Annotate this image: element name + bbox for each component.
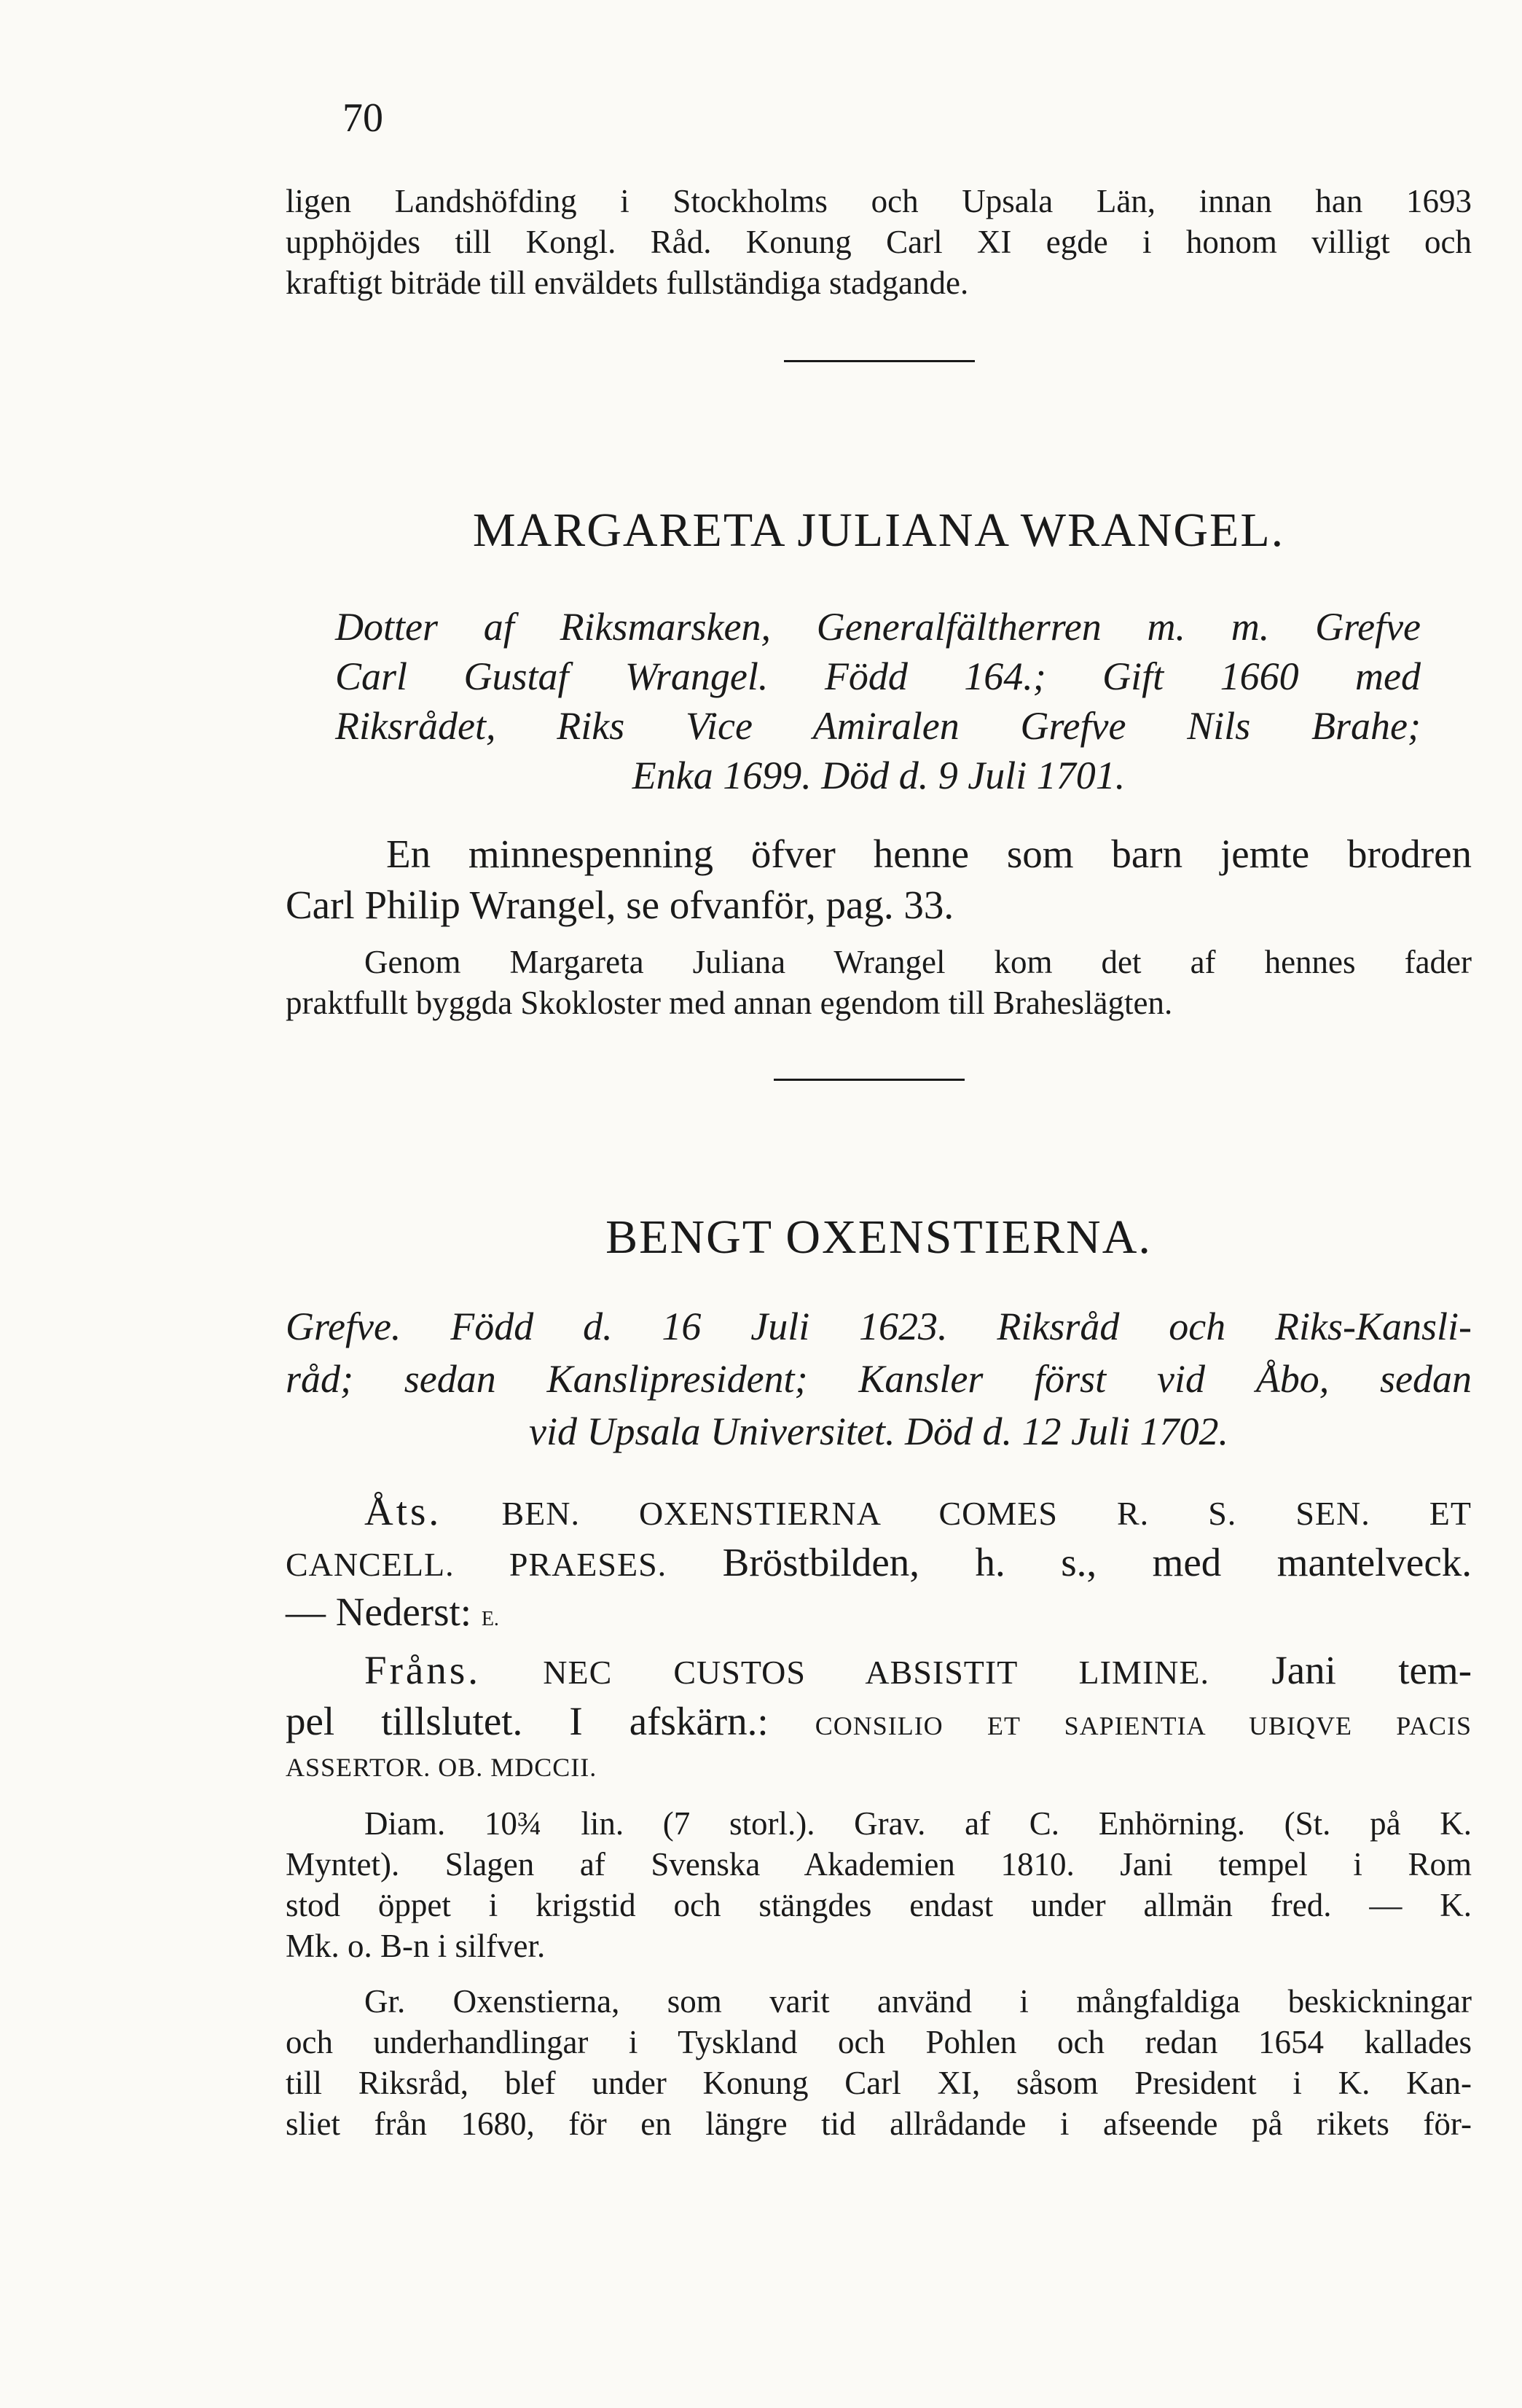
intro-line: ligen Landshöfding i Stockholms och Upsala Län, innan han 1693 — [286, 183, 1472, 219]
exergue-text: ASSERTOR. OB. MDCCII. — [286, 1753, 597, 1782]
medal-line: En minnespenning öfver henne som barn jemte brodren — [386, 832, 1472, 876]
description-line: Mk. o. B-n i silfver. — [286, 1928, 546, 1964]
section-divider — [774, 1079, 965, 1081]
bio-line: Riksrådet, Riks Vice Amiralen Grefve Nils Brahe; — [335, 704, 1421, 748]
section-heading: BENGT OXENSTIERNA. — [605, 1211, 1152, 1264]
obverse-label: Åts. — [364, 1489, 442, 1533]
bio-line: Grefve. Född d. 16 Juli 1623. Riksråd och Riks-Kansli- — [286, 1305, 1472, 1348]
description-line: stod öppet i krigstid och stängdes endast under allmän fred. — K. — [286, 1887, 1472, 1923]
reverse-line — [286, 1752, 1472, 1783]
reverse-line — [286, 1695, 1472, 1752]
note-line: Genom Margareta Juliana Wrangel kom det af hennes fader — [364, 944, 1472, 980]
note-line: praktfullt byggda Skokloster med annan egendom till Braheslägten. — [286, 985, 1173, 1021]
bio-line: Carl Gustaf Wrangel. Född 164.; Gift 1660 med — [335, 654, 1421, 698]
description-line: Myntet). Slagen af Svenska Akademien 1810. Jani tempel i Rom — [286, 1846, 1472, 1883]
obverse-description: Bröstbilden, h. s., med mantelveck. — [722, 1540, 1472, 1584]
intro-line: kraftigt biträde till enväldets fullständiga stadgande. — [286, 265, 969, 301]
bio-line: vid Upsala Universitet. Död d. 12 Juli 1702. — [529, 1410, 1228, 1453]
reverse-label: Fråns. — [364, 1648, 481, 1692]
reverse-description: Jani tem- — [1271, 1648, 1472, 1692]
intro-line: upphöjdes till Kongl. Råd. Konung Carl XI egde i honom villigt och — [286, 224, 1472, 260]
obverse-line — [364, 1485, 1472, 1540]
obverse-line — [286, 1586, 1472, 1646]
history-line: till Riksråd, blef under Konung Carl XI, såsom President i K. Kan- — [286, 2065, 1472, 2101]
history-line: Gr. Oxenstierna, som varit använd i mångfaldiga beskickningar — [364, 1983, 1472, 2020]
exergue-value: E. — [481, 1608, 499, 1630]
obverse-legend: CANCELL. PRAESES. — [286, 1546, 667, 1583]
reverse-line — [364, 1644, 1472, 1699]
description-line: Diam. 10¾ lin. (7 storl.). Grav. af C. Enhörning. (St. på K. — [364, 1805, 1472, 1842]
bio-line: råd; sedan Kanslipresident; Kansler först vid Åbo, sedan — [286, 1357, 1472, 1401]
reverse-description: pel tillslutet. I afskärn.: — [286, 1699, 769, 1743]
exergue-label: Nederst: — [335, 1590, 472, 1634]
reverse-legend: NEC CUSTOS ABSISTIT LIMINE. — [543, 1654, 1210, 1691]
medal-line: Carl Philip Wrangel, se ofvanför, pag. 33. — [286, 883, 954, 927]
page-number: 70 — [342, 95, 383, 141]
obverse-legend: BEN. OXENSTIERNA COMES R. S. SEN. ET — [501, 1495, 1472, 1532]
section-divider — [784, 360, 975, 362]
section-heading: MARGARETA JULIANA WRANGEL. — [472, 504, 1285, 557]
exergue-text: CONSILIO ET SAPIENTIA UBIQVE PACIS — [815, 1711, 1472, 1740]
obverse-line — [286, 1536, 1472, 1591]
bio-line: Dotter af Riksmarsken, Generalfältherren m. m. Grefve — [335, 605, 1421, 649]
history-line: och underhandlingar i Tyskland och Pohlen och redan 1654 kallades — [286, 2024, 1472, 2060]
bio-line: Enka 1699. Död d. 9 Juli 1701. — [632, 754, 1126, 797]
history-line: sliet från 1680, för en längre tid allrådande i afseende på rikets för- — [286, 2106, 1472, 2142]
dash: — — [286, 1590, 326, 1634]
